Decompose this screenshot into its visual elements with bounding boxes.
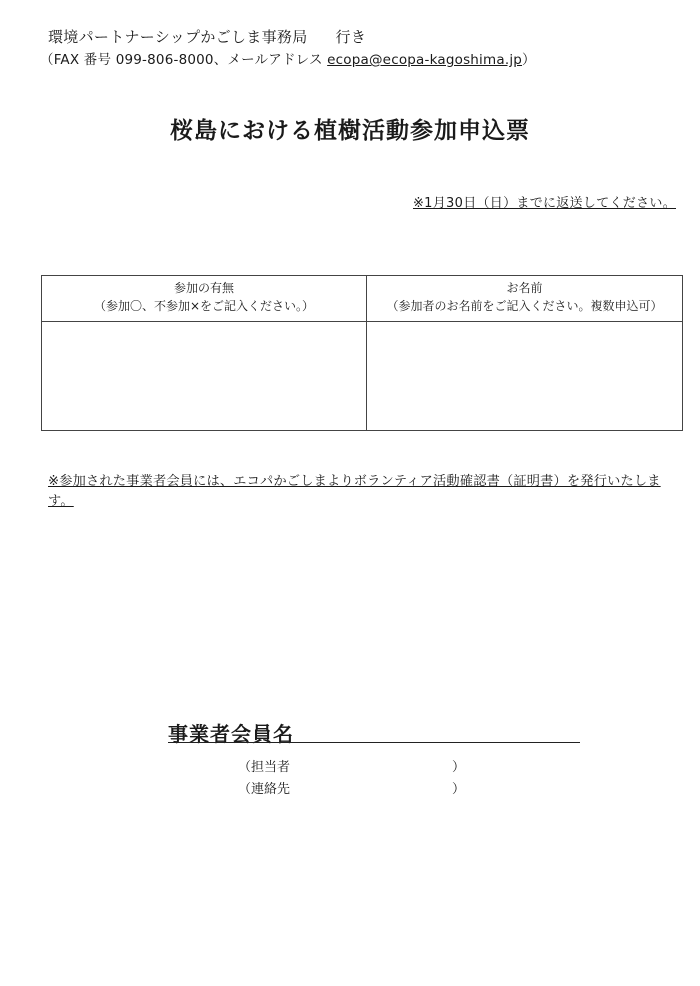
- contact-info-row[interactable]: [238, 778, 468, 797]
- table-row: [42, 322, 683, 431]
- email-link[interactable]: ecopa@ecopa-kagoshima.jp: [327, 52, 523, 68]
- participation-cell[interactable]: [42, 322, 367, 431]
- application-table: [41, 275, 683, 431]
- deadline-notice: ※1月30日（日）までに返送してください。: [412, 196, 676, 211]
- member-name-label: 事業者会員名: [168, 722, 294, 746]
- name-cell[interactable]: [367, 322, 683, 431]
- contact-close-paren: ）: [452, 782, 466, 797]
- person-in-charge-label: （担当者: [238, 760, 291, 775]
- person-in-charge-row[interactable]: [238, 756, 468, 775]
- recipient-suffix: 行き: [335, 28, 367, 46]
- participation-heading: 参加の有無: [173, 281, 234, 295]
- participation-header: [42, 276, 367, 322]
- contact-line: [40, 48, 536, 68]
- form-title: 桜島における植樹活動参加申込票: [170, 118, 530, 144]
- member-name-field[interactable]: [168, 742, 580, 743]
- contact-prefix: （FAX 番号 099-806-8000、メールアドレス: [40, 52, 328, 68]
- certificate-note: ※参加された事業者会員には、エコパかごしまよりボランティア活動確認書（証明書）を発行いたします。: [48, 474, 661, 509]
- recipient-name: 環境パートナーシップかごしま事務局: [48, 28, 308, 46]
- name-note: （参加者のお名前をご記入ください。複数申込可）: [386, 299, 663, 313]
- participation-note: （参加〇、不参加×をご記入ください。）: [93, 299, 315, 313]
- name-header: [367, 276, 683, 322]
- contact-info-label: （連絡先: [238, 782, 291, 797]
- person-close-paren: ）: [452, 760, 466, 775]
- recipient-line: [48, 26, 366, 47]
- contact-suffix: ）: [522, 52, 536, 68]
- name-heading: お名前: [506, 281, 543, 295]
- table-header-row: [42, 276, 683, 322]
